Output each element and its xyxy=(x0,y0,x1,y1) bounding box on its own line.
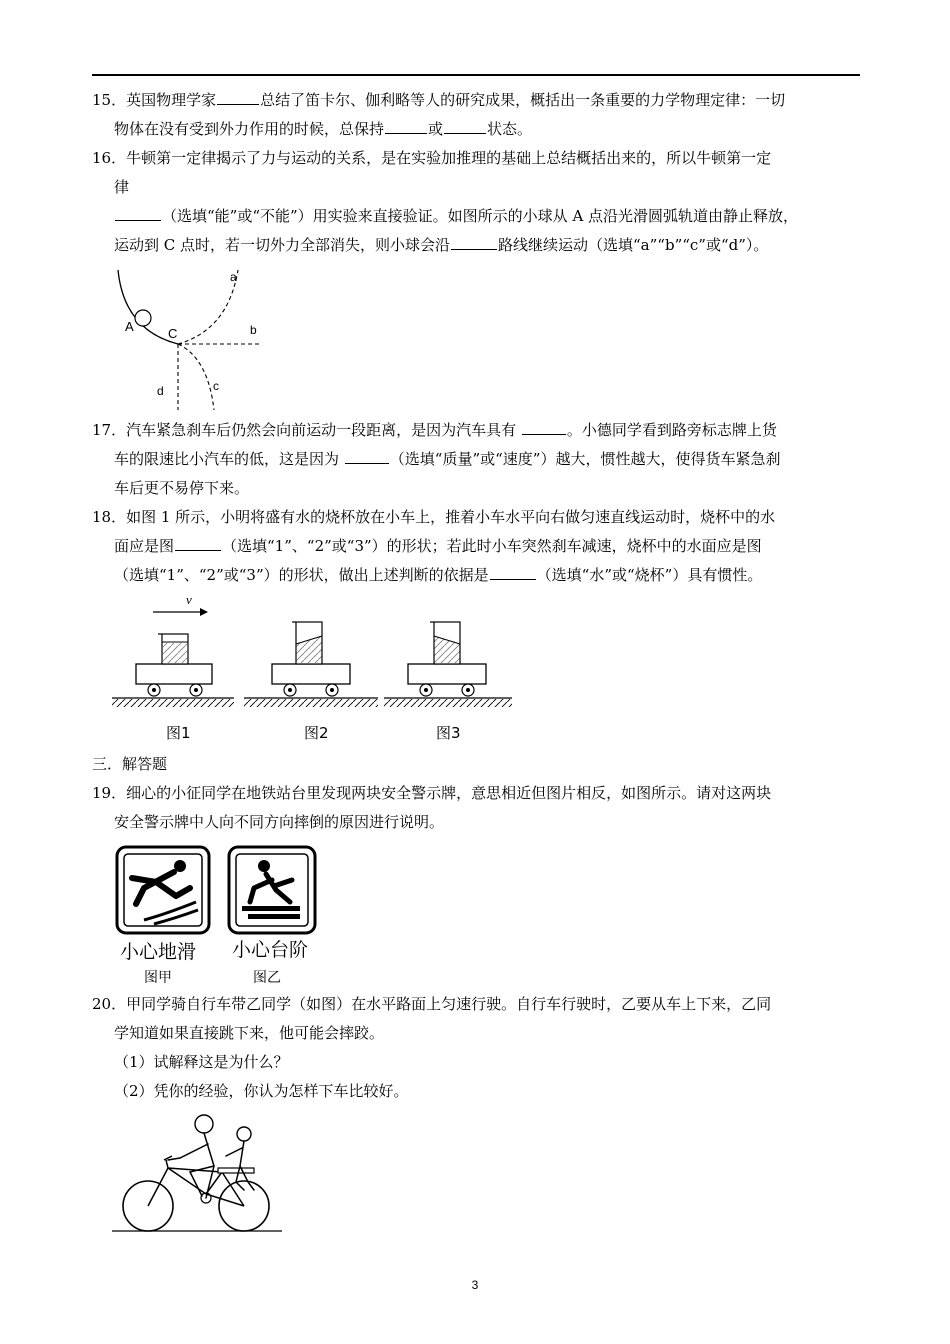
sign1-caption: 图甲 xyxy=(144,970,172,986)
question-19: 19．细心的小征同学在地铁站台里发现两块安全警示牌，意思相近但图片相反，如图所示。请对这两块 安全警示牌中人向不同方向摔倒的原因进行说明。 xyxy=(92,784,772,831)
passenger-head xyxy=(237,1127,251,1141)
cart xyxy=(272,664,350,684)
warning-signs xyxy=(114,844,324,989)
cart xyxy=(408,664,486,684)
sign2-label: 小心台阶 xyxy=(232,939,309,961)
step xyxy=(242,906,300,911)
caption-fig2: 图2 xyxy=(304,724,329,742)
answer-blank[interactable] xyxy=(490,563,536,580)
answer-blank[interactable] xyxy=(217,88,259,105)
sign1-label: 小心地滑 xyxy=(120,941,197,963)
figure-3 xyxy=(384,622,512,707)
caption-fig3: 图3 xyxy=(436,724,461,742)
bike-frame xyxy=(148,1156,244,1206)
figure-2 xyxy=(244,622,378,707)
question-16: 16．牛顿第一定律揭示了力与运动的关系，是在实验加推理的基础上总结概括出来的，所以牛顿第一定 律 （选填“能”或“不能”）用实验来直接验证。如图所示的小球从 A 点沿光滑圆弧轨道由静止释放， 运动到 C 点时，若一切外力全部消失，则小球会沿 路线继续运动（选填“a”“b”“c”或“d”）。 xyxy=(92,149,799,254)
label-c: c xyxy=(213,379,219,393)
answer-blank[interactable] xyxy=(444,117,486,134)
water xyxy=(163,643,187,663)
slippery-floor-sign xyxy=(117,847,209,933)
answer-blank[interactable] xyxy=(522,418,566,435)
figure-1 xyxy=(112,634,234,707)
label-C: C xyxy=(168,326,178,341)
answer-blank[interactable] xyxy=(451,233,497,250)
label-A: A xyxy=(125,319,134,334)
label-b: b xyxy=(250,323,257,337)
step xyxy=(248,914,300,919)
rider-body xyxy=(168,1133,214,1198)
step-caution-sign xyxy=(229,847,315,933)
arrow-head xyxy=(200,608,208,616)
path-c xyxy=(178,344,214,410)
cart xyxy=(136,664,212,684)
section-heading: 三．解答题 xyxy=(92,755,168,773)
rider-head xyxy=(195,1115,213,1133)
head xyxy=(258,860,270,872)
arc-track-diagram xyxy=(110,268,270,413)
rear-rack xyxy=(218,1168,254,1173)
path-a xyxy=(178,270,238,344)
label-a: a xyxy=(230,270,237,284)
question-18: 18．如图 1 所示，小明将盛有水的烧杯放在小车上，推着小车水平向右做匀速直线运动时，烧杯中的水 面应是图 （选填“1”、“2”或“3”）的形状；若此时小车突然刹车减速，烧杯中的水面应是图 （选填“1”、“2”或“3”）的形状，做出上述判断的依据是 （选填“水”或“烧杯”）具有惯性。 xyxy=(92,508,776,584)
header-rule xyxy=(92,74,860,76)
velocity-label: v xyxy=(186,592,192,607)
question-20: 20．甲同学骑自行车带乙同学（如图）在水平路面上匀速行驶。自行车行驶时，乙要从车上下来，乙同 学知道如果直接跳下来，他可能会摔跤。 （1）试解释这是为什么？ （2）凭你的经验，你认为怎样下车比较好。 xyxy=(92,995,772,1100)
answer-blank[interactable] xyxy=(385,117,427,134)
answer-blank[interactable] xyxy=(175,534,221,551)
passenger-body xyxy=(226,1141,254,1190)
question-17: 17．汽车紧急刹车后仍然会向前运动一段距离，是因为汽车具有 。小德同学看到路旁标志牌上货 车的限速比小汽车的低，这是因为 （选填“质量”或“速度”）越大，惯性越大，使得货车紧急刹 车后更不易停下来。 xyxy=(92,416,862,503)
ball xyxy=(135,310,151,326)
question-15: 15．英国物理学家 总结了笛卡尔、伽利略等人的研究成果，概括出一条重要的力学物理定律：一切 物体在没有受到外力作用的时候，总保持 或 状态。 xyxy=(92,86,862,144)
caption-fig1: 图1 xyxy=(166,724,191,742)
cart-beaker-figures xyxy=(108,590,518,750)
bicycle-figure xyxy=(110,1110,290,1240)
label-d: d xyxy=(157,384,164,398)
answer-blank[interactable] xyxy=(115,204,161,221)
answer-blank[interactable] xyxy=(345,447,389,464)
page-number: 3 xyxy=(471,1278,479,1292)
sign2-caption: 图乙 xyxy=(253,970,281,986)
